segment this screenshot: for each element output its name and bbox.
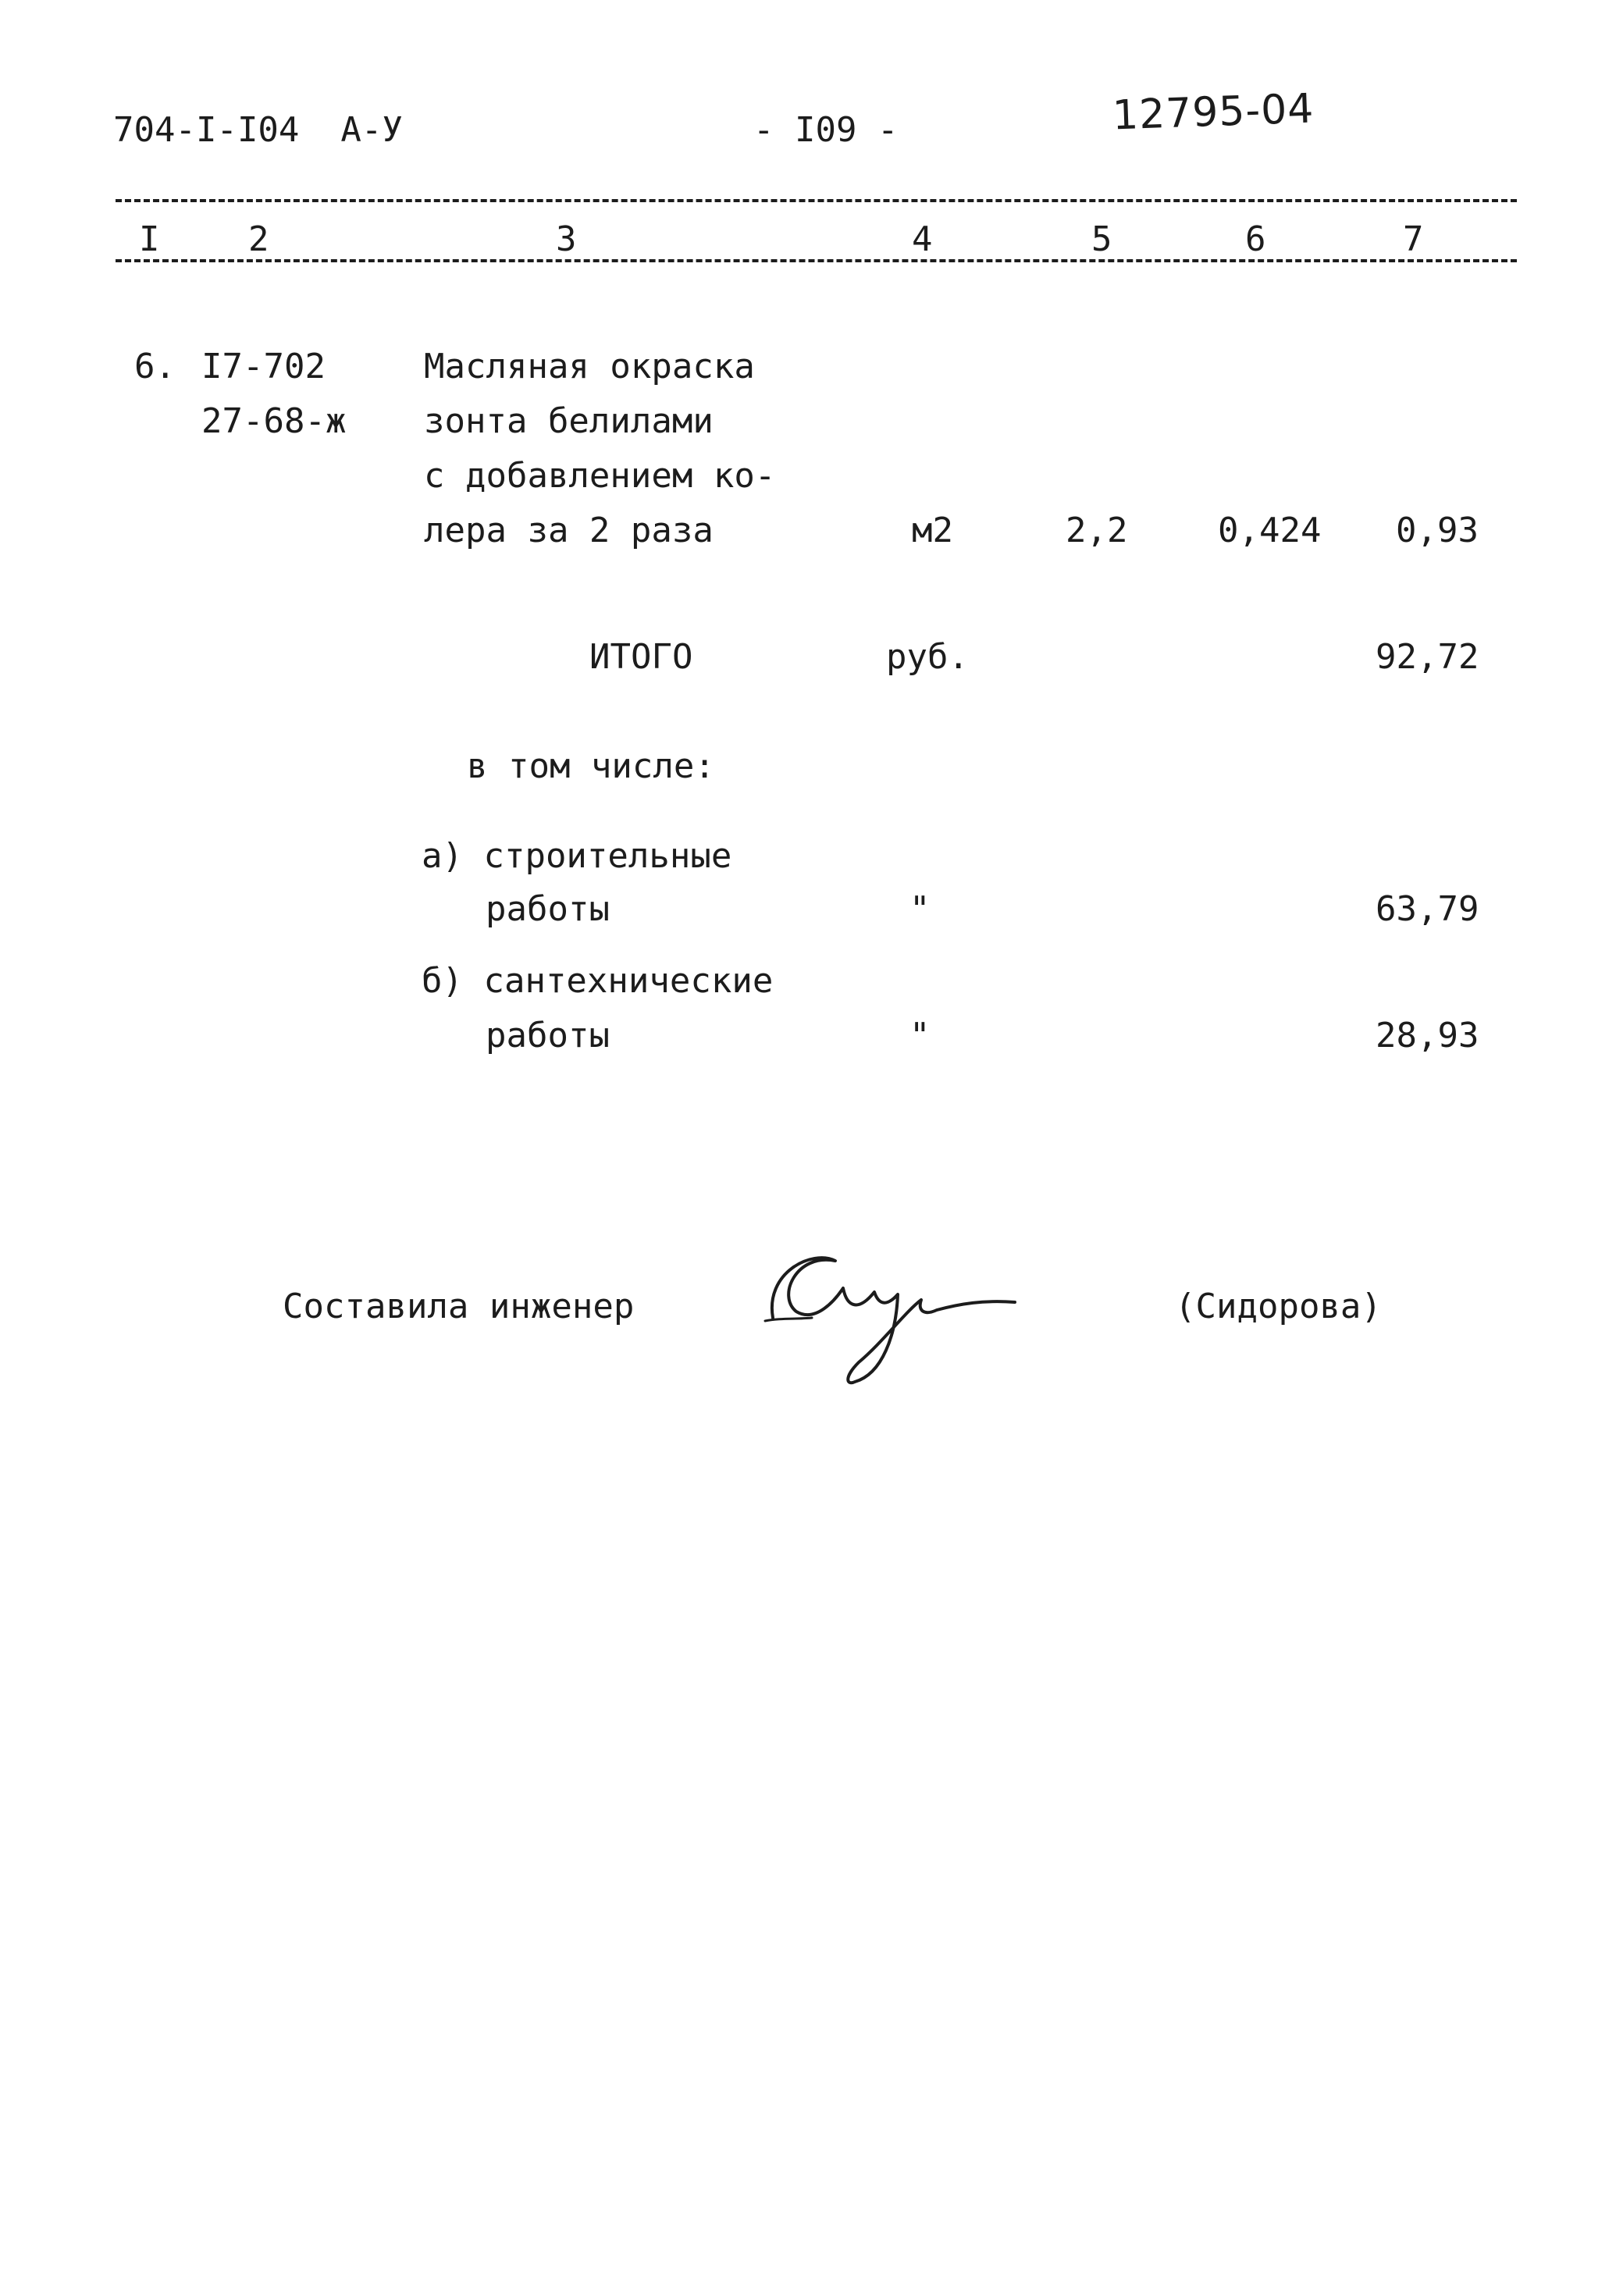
signature-label: Составила инженер: [283, 1287, 635, 1326]
item-description-line: зонта белилами: [424, 401, 714, 441]
document-code: 704-I-I04 А-У: [113, 110, 403, 150]
item-number: 6.: [134, 347, 176, 386]
total-value: 92,72: [1376, 637, 1479, 677]
item-total: 0,93: [1396, 511, 1479, 550]
column-header-6: 6: [1245, 219, 1266, 259]
part-value: 63,79: [1376, 889, 1479, 929]
column-header-2: 2: [248, 219, 269, 259]
column-header-7: 7: [1403, 219, 1424, 259]
part-unit: ": [909, 1016, 931, 1055]
handwritten-number: 12795-04: [1112, 85, 1315, 140]
column-header-5: 5: [1091, 219, 1112, 259]
item-unit-price: 0,424: [1218, 511, 1322, 550]
item-quantity: 2,2: [1066, 511, 1128, 550]
column-rule-bottom: [116, 259, 1517, 262]
item-code: 27-68-ж: [201, 401, 347, 441]
total-label: ИТОГО: [589, 637, 693, 677]
part-line: работы: [486, 1016, 610, 1055]
total-unit: руб.: [886, 637, 969, 677]
item-code: I7-702: [201, 347, 326, 386]
column-header-3: 3: [556, 219, 577, 259]
part-line: б) сантехнические: [422, 961, 774, 1001]
part-line: а) строительные: [422, 836, 732, 876]
item-description-line: с добавлением ко-: [424, 456, 776, 496]
item-description-line: Масляная окраска: [424, 347, 755, 386]
part-value: 28,93: [1376, 1016, 1479, 1055]
item-description-line: лера за 2 раза: [424, 511, 714, 550]
part-unit: ": [909, 889, 931, 929]
column-header-4: 4: [912, 219, 933, 259]
signature-mark: [749, 1226, 1030, 1397]
column-rule-top: [116, 199, 1517, 202]
page-number: - I09 -: [753, 110, 899, 150]
item-unit: м2: [912, 511, 953, 550]
including-label: в том числе:: [467, 746, 715, 786]
column-header-1: I: [139, 219, 160, 259]
part-line: работы: [486, 889, 610, 929]
signature-name: (Сидорова): [1175, 1287, 1382, 1326]
